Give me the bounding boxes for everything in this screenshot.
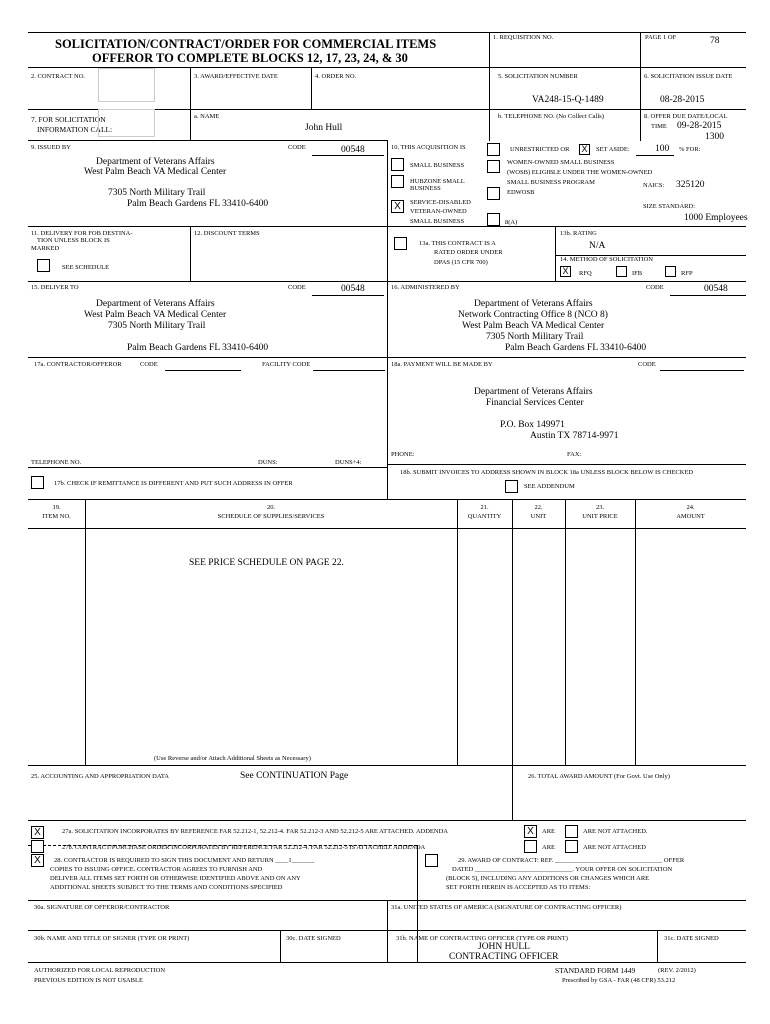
solicitation-number: VA248-15-Q-1489	[532, 95, 604, 105]
unrestricted-label: UNRESTRICTED OR	[510, 146, 570, 153]
signature-offeror-label: 30a. SIGNATURE OF OFFEROR/CONTRACTOR	[34, 904, 170, 911]
payment-code-field[interactable]	[660, 358, 744, 371]
rfp-checkbox[interactable]	[665, 266, 676, 277]
officer-date-label: 31c. DATE SIGNED	[664, 935, 719, 942]
administered-by-line2: Network Contracting Office 8 (NCO 8)	[458, 310, 608, 320]
accounting-value: See CONTINUATION Page	[240, 771, 349, 781]
set-aside-pct: 100	[655, 144, 670, 154]
col-unit-price: UNIT PRICE	[582, 513, 618, 520]
for-info-field[interactable]	[98, 109, 155, 137]
phone-label: PHONE:	[391, 451, 415, 458]
rated-order-label-2: RATED ORDER UNDER	[434, 249, 503, 256]
payment-line3: P.O. Box 149971	[500, 420, 565, 430]
see-schedule-checkbox[interactable]	[37, 259, 50, 272]
offer-due-time: 1300	[705, 132, 724, 142]
eight-a-checkbox[interactable]	[487, 213, 500, 226]
officer-name: JOHN HULL	[478, 942, 530, 952]
eight-a-label: 8(A)	[505, 219, 518, 226]
contact-name: John Hull	[305, 123, 343, 133]
ifb-label: IFB	[632, 270, 643, 277]
col-21-num: 21.	[480, 504, 489, 511]
sdvosb-label-2: VETERAN-OWNED	[410, 208, 467, 215]
signature-officer-label: 31a. UNITED STATES OF AMERICA (SIGNATURE OF CONTRACTING OFFICER)	[391, 904, 622, 911]
clause-28-line4: ADDITIONAL SHEETS SUBJECT TO THE TERMS AND CONDITIONS SPECIFIED	[50, 884, 283, 891]
requisition-label: 1. REQUISITION NO.	[493, 34, 554, 41]
contractor-code-label: CODE	[140, 361, 158, 368]
telephone-label: b. TELEPHONE NO. (No Collect Calls)	[498, 113, 604, 120]
total-award-label: 26. TOTAL AWARD AMOUNT (For Govt. Use Only)	[528, 773, 670, 780]
payment-line4: Austin TX 78714-9971	[530, 431, 619, 441]
discount-terms-label: 12. DISCOUNT TERMS	[194, 230, 260, 237]
contractor-label: 17a. CONTRACTOR/OFFEROR	[34, 361, 122, 368]
col-19-num: 19.	[52, 504, 61, 511]
col-schedule: SCHEDULE OF SUPPLIES/SERVICES	[217, 513, 325, 520]
see-addendum-label: SEE ADDENDUM	[524, 483, 575, 490]
accounting-label: 25. ACCOUNTING AND APPROPRIATION DATA	[31, 773, 169, 780]
deliver-to-code-label: CODE	[288, 284, 306, 291]
officer-title: CONTRACTING OFFICER	[449, 952, 559, 962]
administered-by-label: 16. ADMINISTERED BY	[391, 284, 460, 291]
rfp-label: RFP	[681, 270, 693, 277]
see-addendum-checkbox[interactable]	[505, 480, 518, 493]
clause-29-line4: SET FORTH HEREIN IS ACCEPTED AS TO ITEMS:	[446, 884, 591, 891]
issued-by-code: 00548	[341, 145, 365, 155]
footer-prescribed: Prescribed by GSA - FAR (48 CFR) 53.212	[562, 977, 676, 984]
sdvosb-label: SERVICE-DISABLED	[410, 199, 471, 206]
naics-value: 325120	[676, 180, 705, 190]
administered-by-code-label: CODE	[646, 284, 664, 291]
issued-by-line3: 7305 North Military Trail	[108, 188, 206, 198]
administered-by-line3: West Palm Beach VA Medical Center	[462, 321, 605, 331]
hubzone-checkbox[interactable]	[391, 175, 404, 188]
method-label: 14. METHOD OF SOLICITATION	[560, 256, 654, 263]
rfq-label: RFQ	[579, 270, 592, 277]
rated-order-label: 13a. THIS CONTRACT IS A	[419, 240, 496, 247]
size-standard-label: SIZE STANDARD:	[643, 203, 696, 210]
for-info-label: 7. FOR SOLICITATION	[31, 115, 106, 124]
deliver-to-line4: Palm Beach Gardens FL 33410-6400	[127, 343, 269, 353]
time-label: TIME	[651, 123, 667, 130]
wosb-label-3: SMALL BUSINESS PROGRAM	[507, 179, 595, 186]
contractor-code-field[interactable]	[165, 358, 241, 371]
contract-no-label: 2. CONTRACT NO.	[31, 73, 86, 80]
footer-previous: PREVIOUS EDITION IS NOT USABLE	[34, 977, 143, 984]
clause-27a-are: ARE	[542, 828, 555, 835]
duns-label: DUNS:	[258, 459, 278, 466]
solicitation-issue-date-label: 6. SOLICITATION ISSUE DATE	[644, 73, 733, 80]
unrestricted-checkbox[interactable]	[487, 143, 500, 156]
col-20-num: 20.	[266, 504, 276, 511]
clause-28-line2: COPIES TO ISSUING OFFICE. CONTRACTOR AGREES TO FURNISH AND	[50, 866, 263, 873]
rating-label: 13b. RATING	[560, 230, 597, 237]
clause-27a-checkbox[interactable]: X	[31, 826, 44, 839]
col-23-num: 23.	[595, 504, 605, 511]
contractor-telephone-label: TELEPHONE NO.	[31, 459, 82, 466]
issued-by-label: 9. ISSUED BY	[31, 144, 71, 151]
col-22-num: 22.	[534, 504, 543, 511]
clause-27a-are-not: ARE NOT ATTACHED.	[583, 828, 648, 835]
hubzone-label: HUBZONE SMALL	[410, 178, 465, 185]
acquisition-label: 10. THIS ACQUISITION IS	[391, 144, 466, 151]
contract-no-field[interactable]	[98, 68, 155, 102]
small-business-checkbox[interactable]	[391, 158, 404, 171]
sdvosb-checkbox[interactable]: X	[391, 200, 404, 213]
order-no-label: 4. ORDER NO.	[315, 73, 357, 80]
clause-27b-are-not: ARE NOT ATTACHED	[583, 844, 646, 851]
payment-label: 18a. PAYMENT WILL BE MADE BY	[391, 361, 493, 368]
issued-by-line2: West Palm Beach VA Medical Center	[84, 167, 227, 177]
wosb-label: WOMEN-OWNED SMALL BUSINESS	[507, 159, 615, 166]
officer-name-label: 31b. NAME OF CONTRACTING OFFICER (TYPE OR PRINT)	[396, 935, 568, 942]
deliver-to-line1: Department of Veterans Affairs	[96, 299, 215, 309]
pct-for-label: % FOR:	[679, 146, 701, 153]
see-schedule-label: SEE SCHEDULE	[62, 264, 110, 271]
page-total: 78	[710, 36, 720, 46]
rated-order-checkbox[interactable]	[394, 237, 407, 250]
hubzone-label-2: BUSINESS	[410, 185, 441, 192]
footer-revision: (REV. 2/2012)	[658, 967, 696, 974]
deliver-to-line3: 7305 North Military Trail	[108, 321, 206, 331]
rated-order-label-3: DPAS (15 CFR 700)	[434, 259, 488, 266]
clause-27a: 27a. SOLICITATION INCORPORATES BY REFERENCE FAR 52.212-1, 52.212-4. FAR 52.212-3 AND 52.212-5 ARE ATTACHED. ADDENDA	[62, 828, 448, 835]
set-aside-checkbox[interactable]: X	[579, 144, 590, 155]
clause-29-line2: DATED ______________________________. YOUR OFFER ON SOLICITATION	[452, 866, 673, 873]
clause-29-line1: 29. AWARD OF CONTRACT: REF. _________________________________ OFFER	[458, 857, 685, 864]
naics-label: NAICS:	[643, 182, 665, 189]
page-label: PAGE 1 OF	[645, 34, 677, 41]
rating-value: N/A	[589, 241, 606, 251]
issued-by-code-label: CODE	[288, 144, 306, 151]
clause-27b-checkbox[interactable]	[31, 840, 44, 853]
wosb-checkbox[interactable]	[487, 160, 500, 173]
delivery-label-2: TION UNLESS BLOCK IS	[37, 237, 110, 244]
ifb-checkbox[interactable]	[616, 266, 627, 277]
submit-invoices-label: 18b. SUBMIT INVOICES TO ADDRESS SHOWN IN BLOCK 18a UNLESS BLOCK BELOW IS CHECKED	[400, 469, 694, 476]
col-item-no: ITEM NO.	[42, 513, 71, 520]
remittance-checkbox[interactable]	[31, 476, 44, 489]
administered-by-code: 00548	[704, 284, 728, 294]
duns4-label: DUNS+4:	[335, 459, 362, 466]
clause-27b-are: ARE	[542, 844, 555, 851]
solicitation-issue-date: 08-28-2015	[660, 95, 705, 105]
clause-27a-are-not-checkbox[interactable]	[565, 825, 578, 838]
rfq-checkbox[interactable]: X	[560, 266, 571, 277]
delivery-label: 11. DELIVERY FOR FOB DESTINA-	[31, 230, 133, 237]
name-label: a. NAME	[194, 113, 220, 120]
payment-code-label: CODE	[638, 361, 656, 368]
for-info-label-2: INFORMATION CALL:	[37, 125, 113, 134]
solicitation-number-label: 5. SOLICITATION NUMBER	[498, 73, 578, 80]
clause-27a-are-checkbox[interactable]: X	[524, 825, 537, 838]
col-quantity: QUANTITY	[467, 513, 502, 520]
deliver-to-code: 00548	[341, 284, 365, 294]
col-24-num: 24.	[686, 504, 695, 511]
administered-by-line4: 7305 North Military Trail	[486, 332, 584, 342]
payment-line1: Department of Veterans Affairs	[474, 387, 593, 397]
footer-authorized: AUTHORIZED FOR LOCAL REPRODUCTION	[34, 967, 166, 974]
footer-form-number: STANDARD FORM 1449	[555, 966, 636, 975]
size-standard: 1000 Employees	[684, 213, 748, 223]
delivery-label-3: MARKED	[31, 245, 60, 252]
schedule-note: SEE PRICE SCHEDULE ON PAGE 22.	[189, 558, 344, 568]
fax-label: FAX:	[567, 451, 582, 458]
edwosb-checkbox[interactable]	[487, 187, 500, 200]
clause-28-checkbox[interactable]: X	[31, 854, 44, 867]
clause-29-line3: (BLOCK 5), INCLUDING ANY ADDITIONS OR CHANGES WHICH ARE	[446, 875, 650, 882]
issued-by-line1: Department of Veterans Affairs	[96, 157, 215, 167]
signer-date-label: 30c. DATE SIGNED	[286, 935, 341, 942]
clause-27b: 27b. CONTRACT/PURCHASE ORDER INCORPORATES BY REFERENCE FAR 52.212-4. FAR 52.212-5 IS ATTACHED. ADDENDA	[62, 844, 426, 851]
clause-28-line3: DELIVER ALL ITEMS SET FORTH OR OTHERWISE IDENTIFIED ABOVE AND ON ANY	[50, 875, 301, 882]
facility-code-label: FACILITY CODE	[262, 361, 311, 368]
deliver-to-line2: West Palm Beach VA Medical Center	[84, 310, 227, 320]
set-aside-label: SET ASIDE:	[596, 146, 630, 153]
award-date-label: 3. AWARD/EFFECTIVE DATE	[194, 73, 278, 80]
offer-due-label: 8. OFFER DUE DATE/LOCAL	[644, 113, 728, 120]
clause-27b-are-not-checkbox[interactable]	[565, 840, 578, 853]
remittance-label: 17b. CHECK IF REMITTANCE IS DIFFERENT AND PUT SUCH ADDRESS IN OFFER	[54, 480, 293, 487]
col-unit: UNIT	[530, 513, 547, 520]
sdvosb-label-3: SMALL BUSINESS	[410, 218, 465, 225]
deliver-to-label: 15. DELIVER TO	[31, 284, 79, 291]
wosb-label-2: (WOSB) ELIGIBLE UNDER THE WOMEN-OWNED	[507, 169, 653, 176]
form-title-line1: SOLICITATION/CONTRACT/ORDER FOR COMMERCIAL ITEMS	[55, 37, 437, 51]
signer-name-label: 30b. NAME AND TITLE OF SIGNER (TYPE OR PRINT)	[34, 935, 190, 942]
edwosb-label: EDWOSB	[507, 189, 535, 196]
issued-by-line4: Palm Beach Gardens FL 33410-6400	[127, 199, 269, 209]
col-amount: AMOUNT	[676, 513, 705, 520]
clause-29-checkbox[interactable]	[425, 854, 438, 867]
form-title-line2: OFFEROR TO COMPLETE BLOCKS 12, 17, 23, 24, & 30	[92, 51, 408, 65]
clause-28-line1: 28. CONTRACTOR IS REQUIRED TO SIGN THIS DOCUMENT AND RETURN ____1_______	[54, 857, 315, 864]
facility-code-field[interactable]	[313, 358, 385, 371]
offer-due-date: 09-28-2015	[677, 121, 722, 131]
small-business-label: SMALL BUSINESS	[410, 162, 465, 169]
administered-by-line1: Department of Veterans Affairs	[474, 299, 593, 309]
reverse-note: (Use Reverse and/or Attach Additional Sheets as Necessary)	[154, 755, 311, 762]
administered-by-line5: Palm Beach Gardens FL 33410-6400	[505, 343, 647, 353]
payment-line2: Financial Services Center	[486, 398, 584, 408]
clause-27b-are-checkbox[interactable]	[524, 840, 537, 853]
